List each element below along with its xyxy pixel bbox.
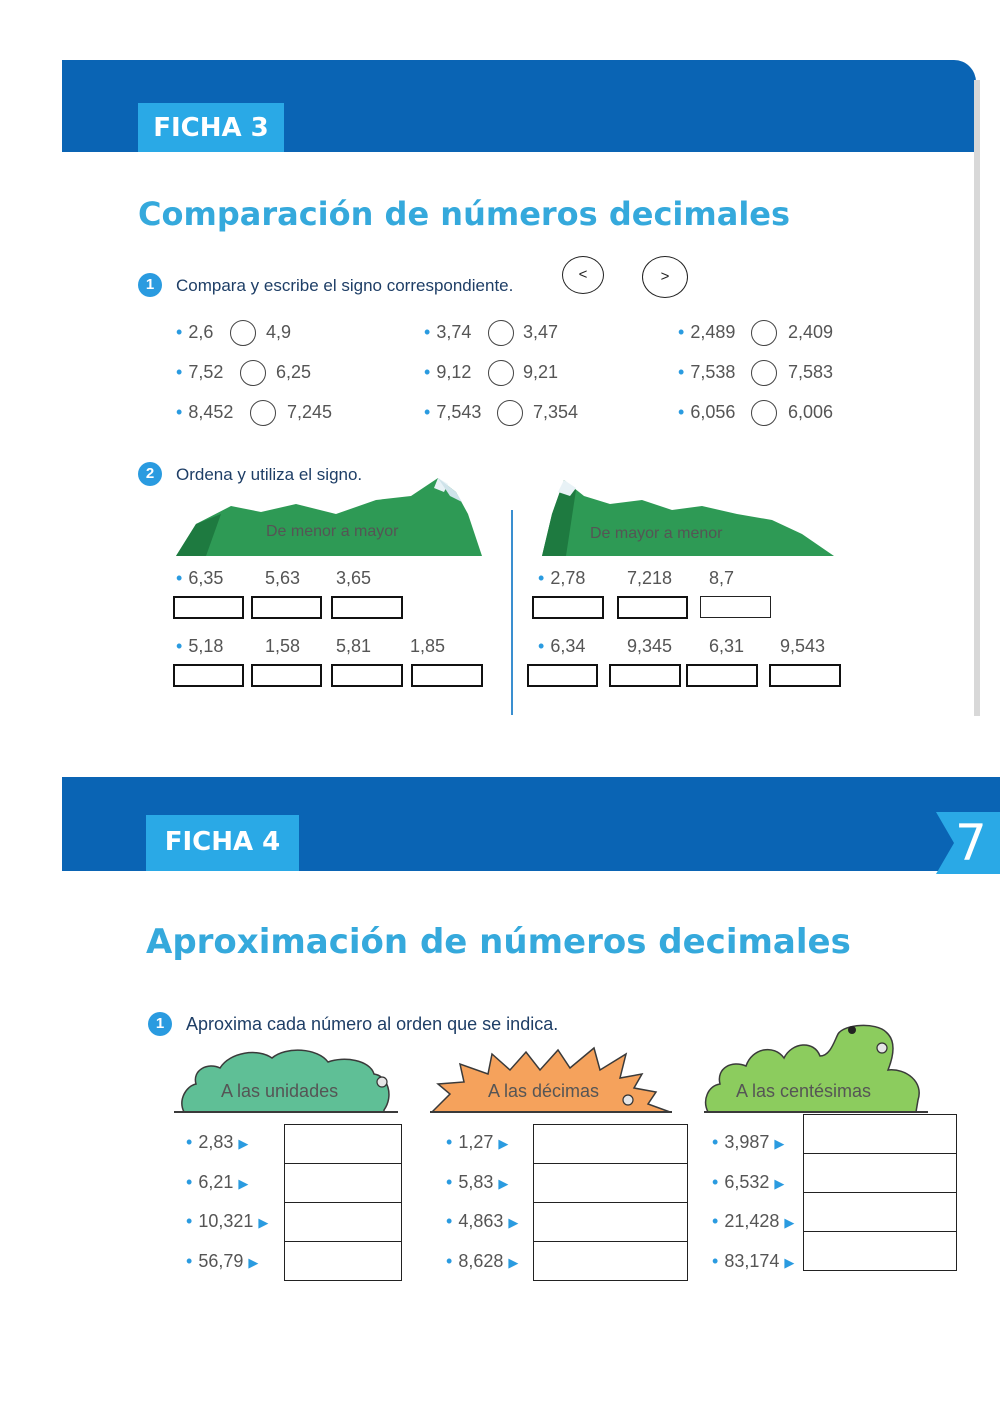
ficha3-ex2-instruction: Ordena y utiliza el signo. bbox=[176, 465, 363, 484]
answer-box[interactable] bbox=[173, 596, 244, 619]
mountain-left-label: De menor a mayor bbox=[266, 523, 399, 540]
approx-item: • 4,863 ▶ bbox=[446, 1211, 519, 1231]
compare-circle[interactable] bbox=[751, 320, 777, 346]
arrow-right-icon: ▶ bbox=[774, 1176, 785, 1191]
answer-box[interactable] bbox=[527, 664, 598, 687]
compare-circle[interactable] bbox=[230, 320, 256, 346]
compare-value: 7,583 bbox=[788, 362, 834, 382]
approx-item: • 3,987 ▶ bbox=[712, 1132, 785, 1152]
compare-circle[interactable] bbox=[751, 400, 777, 426]
answer-box[interactable] bbox=[803, 1114, 957, 1154]
answer-box[interactable] bbox=[533, 1124, 688, 1164]
compare-circle[interactable] bbox=[488, 360, 514, 386]
greater-than-sign[interactable]: > bbox=[642, 256, 688, 298]
order-value: 9,543 bbox=[780, 636, 826, 656]
answer-box[interactable] bbox=[700, 596, 771, 618]
order-value: 7,218 bbox=[627, 568, 673, 588]
arrow-right-icon: ▶ bbox=[498, 1176, 509, 1191]
less-than-sign[interactable]: < bbox=[562, 256, 604, 294]
compare-value: 3,47 bbox=[523, 322, 559, 342]
answer-box[interactable] bbox=[803, 1192, 957, 1232]
ficha3-ex1-badge: 1 bbox=[138, 273, 162, 297]
compare-value: 7,354 bbox=[533, 402, 579, 422]
answer-box[interactable] bbox=[803, 1153, 957, 1193]
unit-number: 7 bbox=[955, 814, 987, 872]
arrow-right-icon: ▶ bbox=[774, 1136, 785, 1151]
bush-unidades-label: A las unidades bbox=[221, 1081, 339, 1101]
compare-value: 2,409 bbox=[788, 322, 834, 342]
approx-item: • 5,83 ▶ bbox=[446, 1172, 509, 1192]
approx-item: • 8,628 ▶ bbox=[446, 1251, 519, 1271]
order-value: 5,81 bbox=[336, 636, 372, 656]
mountain-right-illustration bbox=[542, 474, 834, 558]
answer-box[interactable] bbox=[533, 1163, 688, 1203]
order-item: • 5,18 bbox=[176, 636, 224, 656]
answer-box[interactable] bbox=[251, 596, 322, 619]
approx-item: • 10,321 ▶ bbox=[186, 1211, 269, 1231]
mountain-left-illustration bbox=[176, 474, 482, 558]
compare-value: 4,9 bbox=[266, 322, 292, 342]
compare-item: • 7,543 bbox=[424, 402, 482, 422]
answer-box[interactable] bbox=[609, 664, 681, 687]
compare-item: • 2,489 bbox=[678, 322, 736, 342]
order-value: 3,65 bbox=[336, 568, 372, 588]
ficha3-ex2-badge: 2 bbox=[138, 462, 162, 486]
approx-item: • 1,27 ▶ bbox=[446, 1132, 509, 1152]
ficha3-tab: FICHA 3 bbox=[138, 103, 284, 152]
compare-item: • 8,452 bbox=[176, 402, 234, 422]
order-item: • 2,78 bbox=[538, 568, 586, 588]
order-item: • 6,35 bbox=[176, 568, 224, 588]
approx-item: • 21,428 ▶ bbox=[712, 1211, 795, 1231]
compare-item: • 9,12 bbox=[424, 362, 472, 382]
answer-box[interactable] bbox=[769, 664, 841, 687]
answer-box[interactable] bbox=[251, 664, 322, 687]
approx-item: • 6,532 ▶ bbox=[712, 1172, 785, 1192]
answer-box[interactable] bbox=[284, 1241, 402, 1281]
ficha3-right-border bbox=[974, 80, 980, 716]
ex2-divider bbox=[511, 510, 513, 715]
bush-centesimas-label: A las centésimas bbox=[736, 1081, 872, 1101]
compare-circle[interactable] bbox=[250, 400, 276, 426]
compare-value: 6,006 bbox=[788, 402, 834, 422]
order-value: 6,31 bbox=[709, 636, 745, 656]
order-value: 1,85 bbox=[410, 636, 446, 656]
arrow-right-icon: ▶ bbox=[248, 1255, 259, 1270]
ficha3-title: Comparación de números decimales bbox=[138, 195, 791, 233]
compare-value: 6,25 bbox=[276, 362, 312, 382]
answer-box[interactable] bbox=[617, 596, 688, 619]
order-value: 1,58 bbox=[265, 636, 301, 656]
compare-item: • 7,538 bbox=[678, 362, 736, 382]
order-value: 9,345 bbox=[627, 636, 673, 656]
arrow-right-icon: ▶ bbox=[784, 1255, 795, 1270]
answer-box[interactable] bbox=[284, 1124, 402, 1164]
order-value: 8,7 bbox=[709, 568, 735, 588]
order-item: • 6,34 bbox=[538, 636, 586, 656]
arrow-right-icon: ▶ bbox=[784, 1215, 795, 1230]
answer-box[interactable] bbox=[411, 664, 483, 687]
answer-box[interactable] bbox=[331, 664, 403, 687]
ficha4-ex1-instruction: Aproxima cada número al orden que se indica. bbox=[186, 1014, 559, 1034]
mountain-right-label: De mayor a menor bbox=[590, 525, 723, 542]
compare-item: • 6,056 bbox=[678, 402, 736, 422]
compare-circle[interactable] bbox=[240, 360, 266, 386]
approx-item: • 83,174 ▶ bbox=[712, 1251, 795, 1271]
answer-box[interactable] bbox=[284, 1163, 402, 1203]
approx-item: • 56,79 ▶ bbox=[186, 1251, 259, 1271]
ficha4-ex1-badge: 1 bbox=[148, 1012, 172, 1036]
ficha4-title: Aproximación de números decimales bbox=[146, 922, 851, 962]
compare-circle[interactable] bbox=[488, 320, 514, 346]
answer-box[interactable] bbox=[284, 1202, 402, 1242]
bush-unidades-illustration bbox=[174, 1040, 398, 1116]
answer-box[interactable] bbox=[533, 1202, 688, 1242]
arrow-right-icon: ▶ bbox=[238, 1136, 249, 1151]
answer-box[interactable] bbox=[532, 596, 604, 619]
arrow-right-icon: ▶ bbox=[508, 1215, 519, 1230]
compare-item: • 2,6 bbox=[176, 322, 214, 342]
answer-box[interactable] bbox=[803, 1231, 957, 1271]
arrow-right-icon: ▶ bbox=[508, 1255, 519, 1270]
arrow-right-icon: ▶ bbox=[258, 1215, 269, 1230]
answer-box[interactable] bbox=[173, 664, 244, 687]
ficha3-ex1-instruction: Compara y escribe el signo correspondiente. bbox=[176, 276, 514, 295]
approx-item: • 2,83 ▶ bbox=[186, 1132, 249, 1152]
bush-decimas-label: A las décimas bbox=[488, 1081, 600, 1101]
compare-circle[interactable] bbox=[497, 400, 523, 426]
compare-value: 9,21 bbox=[523, 362, 559, 382]
answer-box[interactable] bbox=[331, 596, 403, 619]
answer-box[interactable] bbox=[533, 1241, 688, 1281]
arrow-right-icon: ▶ bbox=[498, 1136, 509, 1151]
arrow-right-icon: ▶ bbox=[238, 1176, 249, 1191]
compare-item: • 3,74 bbox=[424, 322, 472, 342]
compare-circle[interactable] bbox=[751, 360, 777, 386]
ficha4-tab: FICHA 4 bbox=[146, 815, 299, 871]
answer-box[interactable] bbox=[686, 664, 758, 687]
order-value: 5,63 bbox=[265, 568, 301, 588]
approx-item: • 6,21 ▶ bbox=[186, 1172, 249, 1192]
compare-item: • 7,52 bbox=[176, 362, 224, 382]
compare-value: 7,245 bbox=[287, 402, 333, 422]
